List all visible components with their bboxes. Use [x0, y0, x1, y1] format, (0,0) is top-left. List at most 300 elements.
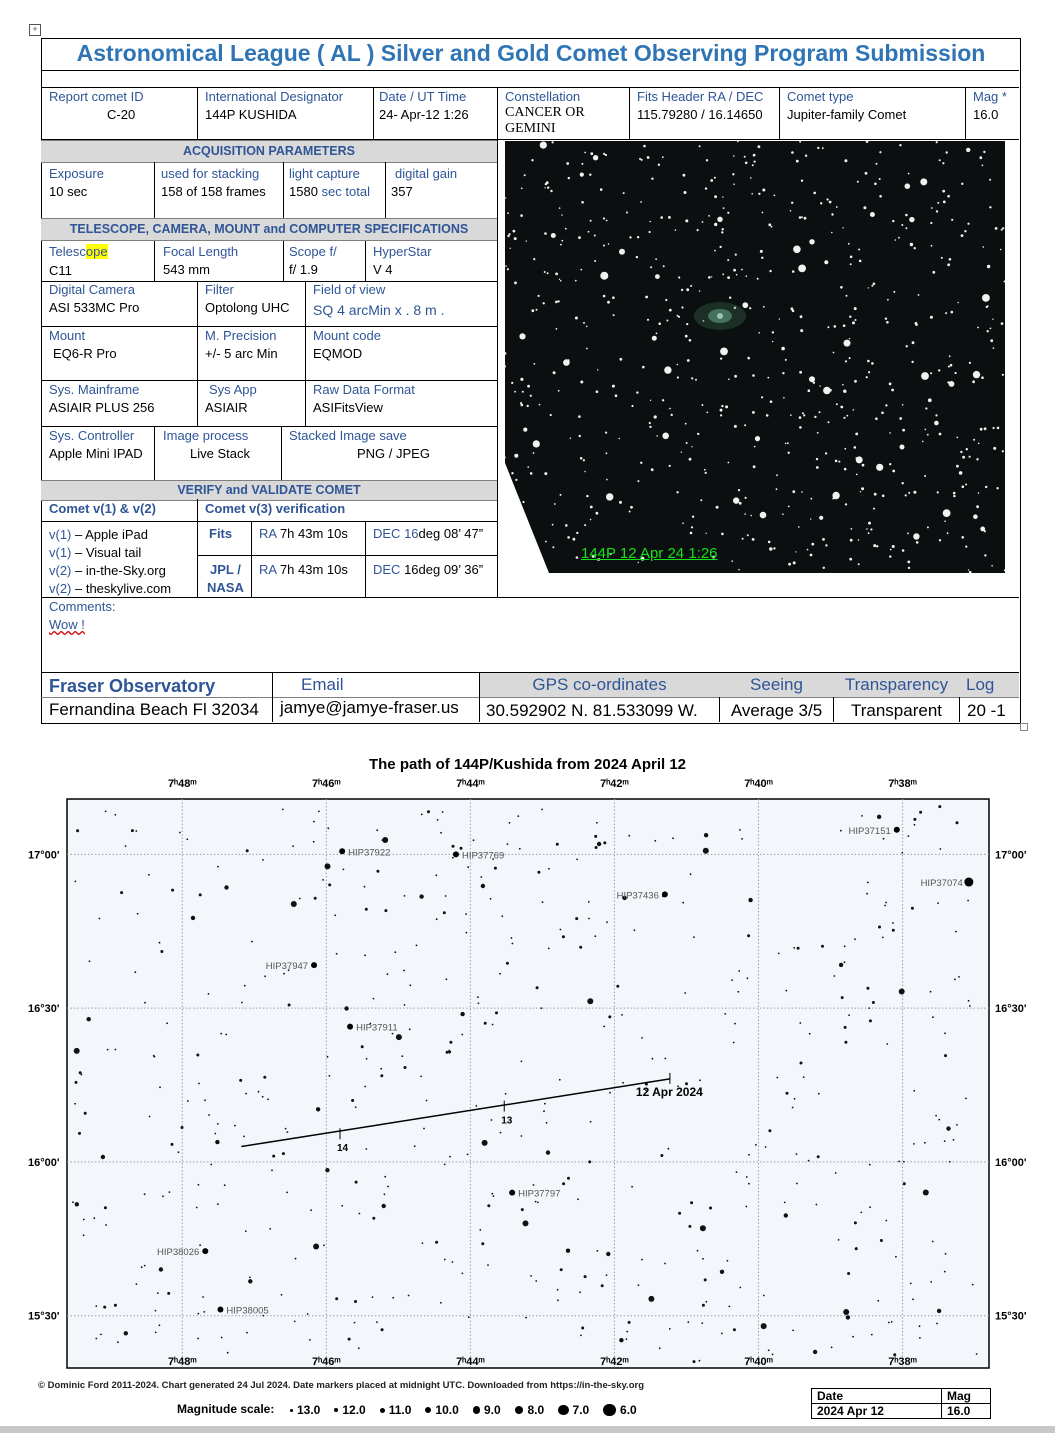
field-star [969, 1005, 971, 1007]
field-star [144, 1265, 146, 1267]
field-star [197, 1313, 199, 1315]
field-star [609, 1092, 611, 1094]
photo-star [584, 152, 586, 154]
photo-star [876, 163, 878, 165]
x-tick-label: 7ʰ46ᵐ [312, 778, 341, 790]
photo-star [852, 321, 855, 324]
photo-star [956, 437, 958, 439]
photo-star [866, 376, 868, 378]
photo-star [959, 471, 963, 475]
photo-star [684, 191, 687, 194]
field-star [444, 1164, 446, 1166]
jpl-ra: RA 7h 43m 10s [259, 562, 348, 577]
photo-star [905, 227, 907, 229]
photo-star [597, 369, 598, 370]
field-star [660, 1154, 663, 1157]
photo-star [905, 494, 907, 496]
photo-star [871, 285, 873, 287]
field-star [626, 1331, 628, 1333]
field-star [440, 832, 442, 834]
field-star [361, 1045, 364, 1048]
field-star [287, 1131, 289, 1133]
photo-star [650, 400, 651, 401]
photo-star [531, 159, 533, 161]
photo-star [596, 512, 599, 515]
field-star [903, 1161, 905, 1163]
field-star [358, 1347, 360, 1349]
field-star [682, 902, 684, 904]
field-star [500, 1132, 502, 1134]
field-star [763, 1295, 765, 1297]
photo-star [845, 503, 847, 505]
photo-star [939, 159, 941, 161]
photo-star [530, 472, 533, 475]
photo-star [827, 198, 829, 200]
field-star [932, 1016, 934, 1018]
photo-star [654, 415, 657, 418]
photo-star [845, 360, 847, 362]
field-star [736, 1171, 738, 1173]
photo-star [991, 565, 993, 567]
photo-star [889, 383, 892, 386]
field-star [114, 1304, 117, 1307]
mag-dot-icon [515, 1406, 524, 1415]
photo-star [697, 433, 699, 435]
field-star [659, 1347, 661, 1349]
field-star [596, 1250, 598, 1252]
mag-scale-item: 6.0 [603, 1403, 636, 1417]
photo-star [727, 276, 730, 279]
camera-label: Digital Camera [49, 282, 135, 297]
field-star [372, 1217, 375, 1220]
field-star [869, 1019, 872, 1022]
photo-star [997, 427, 1000, 430]
photo-star [823, 567, 825, 569]
photo-star [590, 220, 592, 222]
field-star [481, 1242, 484, 1245]
field-star [546, 1150, 550, 1154]
field-star [449, 1041, 452, 1044]
photo-star [669, 309, 672, 312]
photo-star [965, 484, 967, 486]
field-star [533, 1184, 535, 1186]
photo-star [875, 417, 878, 420]
photo-star [704, 469, 706, 471]
photo-star [705, 187, 707, 189]
field-star [885, 1220, 887, 1222]
field-star [409, 984, 411, 986]
field-star [197, 1338, 199, 1340]
photo-star [533, 258, 535, 260]
photo-star [580, 457, 583, 460]
field-star [838, 1239, 840, 1241]
photo-star [612, 385, 615, 388]
field-star [149, 1116, 151, 1118]
field-star [75, 1081, 78, 1084]
photo-star [948, 366, 950, 368]
field-star [956, 821, 959, 824]
field-star [435, 874, 437, 876]
jpl-dec: DEC 16deg 09’ 36” [373, 562, 484, 577]
field-star [738, 970, 740, 972]
field-star [847, 1272, 850, 1275]
photo-star [870, 212, 875, 217]
field-star [478, 1002, 480, 1004]
photo-star [596, 390, 599, 393]
photo-star [522, 501, 524, 503]
photo-star [913, 533, 919, 539]
photo-star [606, 220, 608, 222]
table-anchor-icon[interactable]: + [29, 24, 41, 36]
date-label: Date / UT Time [379, 89, 467, 104]
field-star [976, 1353, 978, 1355]
field-star [728, 1306, 730, 1308]
field-star [462, 1273, 464, 1275]
photo-star [850, 539, 853, 542]
field-star [506, 962, 509, 965]
photo-star [613, 314, 615, 316]
constellation-label: Constellation [505, 89, 581, 104]
photo-star [962, 485, 965, 488]
photo-star [677, 315, 679, 317]
field-star [913, 818, 916, 821]
named-star [509, 1190, 515, 1196]
field-star [467, 866, 469, 868]
photo-star [879, 195, 882, 198]
field-star [648, 1296, 654, 1302]
field-star [427, 810, 430, 813]
table-resize-handle[interactable] [1020, 723, 1028, 731]
field-star [376, 870, 379, 873]
field-star [548, 948, 550, 950]
photo-star [958, 302, 959, 303]
photo-star [586, 326, 588, 328]
photo-star [560, 280, 562, 282]
photo-star [745, 162, 748, 165]
field-star [401, 1055, 403, 1057]
field-star [556, 843, 559, 846]
field-star [594, 935, 596, 937]
photo-star [790, 414, 792, 416]
field-star [224, 885, 228, 889]
mag-table [811, 1388, 991, 1419]
field-star [327, 1056, 329, 1058]
photo-star [891, 389, 894, 392]
field-star [491, 1119, 493, 1121]
photo-star [850, 263, 852, 265]
photo-star [652, 336, 657, 341]
star-label: HIP37436 [616, 890, 659, 902]
field-star [221, 1337, 223, 1339]
field-star [724, 1013, 726, 1015]
field-star [910, 1283, 912, 1285]
field-star [559, 1079, 561, 1081]
photo-star [619, 358, 622, 361]
photo-star [844, 159, 847, 162]
photo-star [873, 508, 875, 510]
photo-star [510, 248, 511, 249]
star-label: HIP37797 [518, 1188, 561, 1200]
photo-star [605, 154, 607, 156]
photo-star [588, 231, 590, 233]
photo-star [531, 309, 534, 312]
photo-star [961, 234, 964, 237]
field-star [878, 926, 881, 929]
photo-star [937, 491, 939, 493]
filter-value: Optolong UHC [205, 300, 290, 315]
photo-star [918, 294, 920, 296]
photo-star [519, 333, 525, 339]
photo-star [567, 536, 570, 539]
photo-star [567, 359, 569, 361]
field-star [403, 970, 405, 972]
email-label: Email [301, 675, 344, 694]
photo-star [746, 275, 748, 277]
comet-photo [505, 141, 1005, 573]
email-value[interactable]: jamye@jamye-fraser.us [280, 698, 459, 717]
photo-star [983, 246, 985, 248]
field-star [246, 849, 249, 852]
source-list [49, 526, 171, 598]
field-star [537, 1202, 539, 1204]
field-star [557, 1299, 559, 1301]
field-star [262, 1096, 264, 1098]
photo-star [719, 246, 721, 248]
photo-star [753, 154, 756, 157]
photo-star [738, 489, 740, 491]
photo-star [686, 323, 688, 325]
field-star [739, 829, 741, 831]
field-star [601, 1284, 604, 1287]
field-star [967, 900, 969, 902]
photo-star [710, 179, 713, 182]
photo-star [982, 165, 984, 167]
named-star [964, 878, 973, 887]
photo-star [589, 174, 591, 176]
field-star [741, 838, 743, 840]
field-star [584, 1275, 587, 1278]
field-star [919, 1325, 921, 1327]
photo-star [816, 466, 819, 469]
gain-label: digital gain [395, 166, 458, 181]
mag-scale-item: 10.0 [425, 1403, 458, 1417]
photo-star [856, 474, 858, 476]
photo-star [911, 361, 913, 363]
field-star [792, 1330, 794, 1332]
photo-caption: 144P 12 Apr 24 1:26 [581, 545, 718, 562]
star-label: HIP37922 [348, 847, 391, 859]
field-star [816, 1204, 818, 1206]
photo-star [514, 282, 517, 285]
photo-star [760, 512, 767, 519]
photo-star [805, 155, 807, 157]
image-process-label: Image process [163, 428, 249, 443]
field-star [501, 915, 503, 917]
field-star [867, 882, 869, 884]
field-star [316, 1107, 320, 1111]
field-star [269, 1228, 271, 1230]
star-label: HIP37911 [356, 1022, 398, 1034]
field-star [334, 914, 336, 916]
photo-star [961, 183, 963, 185]
field-star [784, 1213, 788, 1217]
photo-star [690, 285, 692, 287]
photo-star [969, 362, 971, 364]
field-star [460, 847, 463, 850]
mag-dot-icon [380, 1408, 385, 1413]
controller-label: Sys. Controller [49, 428, 135, 443]
field-star [911, 907, 914, 910]
field-star [923, 1190, 929, 1196]
field-star [198, 1184, 200, 1186]
field-star [765, 1146, 767, 1148]
photo-star [987, 330, 989, 332]
photo-star [799, 426, 802, 429]
photo-star [689, 458, 692, 461]
field-star [449, 1156, 451, 1158]
field-star [292, 845, 294, 847]
field-star [104, 1206, 107, 1209]
photo-star [865, 172, 868, 175]
photo-star [892, 545, 895, 548]
field-star [946, 1126, 950, 1130]
field-star [245, 1093, 247, 1095]
photo-star [798, 265, 806, 273]
field-star [101, 1155, 105, 1159]
field-star [914, 824, 916, 826]
photo-star [943, 201, 946, 204]
field-star [664, 1263, 666, 1265]
photo-star [866, 528, 868, 530]
photo-star [831, 232, 833, 234]
photo-star [658, 164, 660, 166]
seeing-label: Seeing [750, 675, 803, 694]
photo-star [530, 395, 532, 397]
field-star [396, 1034, 402, 1040]
photo-star [799, 216, 802, 219]
x-tick-label: 7ʰ44ᵐ [456, 778, 485, 790]
photo-star [953, 492, 956, 495]
log-value: 20 -1 [967, 701, 1006, 720]
comments-label: Comments: [49, 599, 116, 614]
field-star [264, 975, 266, 977]
photo-star [1002, 374, 1004, 376]
photo-star [816, 458, 818, 460]
photo-star [638, 562, 639, 563]
field-star [120, 891, 123, 894]
field-star [215, 1140, 219, 1144]
photo-star [862, 464, 865, 467]
field-star [521, 1208, 524, 1211]
field-star [373, 998, 375, 1000]
field-star [408, 1295, 410, 1297]
field-star [155, 1310, 157, 1312]
field-star [548, 868, 550, 870]
field-star [196, 1207, 198, 1209]
x-tick-label: 7ʰ38ᵐ [888, 778, 917, 790]
field-star [404, 1004, 406, 1006]
photo-star [854, 307, 857, 310]
light-capture-value: 1580 sec total [289, 184, 370, 199]
photo-star [757, 278, 759, 280]
field-star [631, 1186, 633, 1188]
photo-star [691, 526, 693, 528]
photo-star [976, 458, 978, 460]
photo-star [984, 554, 986, 556]
field-star [382, 837, 388, 843]
photo-star [554, 503, 556, 505]
field-star [886, 1043, 888, 1045]
photo-star [977, 327, 979, 329]
photo-star [558, 390, 560, 392]
photo-star [685, 423, 687, 425]
photo-star [656, 435, 658, 437]
field-star [932, 1241, 934, 1243]
photo-star [664, 366, 671, 373]
mag-dot-icon [425, 1407, 431, 1413]
specs-section-header: TELESCOPE, CAMERA, MOUNT and COMPUTER SPECIFICATIONS [41, 218, 497, 241]
photo-star [890, 549, 892, 551]
photo-star [578, 415, 581, 418]
photo-star [813, 382, 815, 384]
photo-star [538, 295, 540, 297]
date-value: 24- Apr-12 1:26 [379, 107, 469, 122]
star-label: HIP37947 [265, 961, 309, 973]
y-tick-label: 17°00' [28, 849, 60, 862]
field-star [482, 1140, 488, 1146]
field-star [196, 1054, 199, 1057]
photo-star [842, 384, 844, 386]
field-star [93, 1217, 95, 1219]
photo-star [802, 412, 804, 414]
field-star [365, 1148, 367, 1150]
photo-star [949, 355, 951, 357]
field-star [217, 1123, 219, 1125]
photo-star [649, 422, 651, 424]
field-star [562, 935, 565, 938]
field-star [809, 1033, 811, 1035]
field-star [217, 1203, 219, 1205]
photo-star [520, 214, 523, 217]
field-star [799, 1022, 801, 1024]
photo-star [993, 427, 995, 429]
photo-star [583, 459, 585, 461]
photo-star [986, 306, 988, 308]
mag-scale-item: 13.0 [290, 1403, 320, 1417]
photo-star [705, 472, 707, 474]
field-star [437, 819, 439, 821]
photo-star [734, 375, 737, 378]
field-star [596, 822, 598, 824]
field-star [234, 1125, 236, 1127]
field-star [854, 938, 856, 940]
photo-star [565, 228, 567, 230]
field-star [202, 1296, 204, 1298]
field-star [99, 918, 101, 920]
photo-star [608, 243, 610, 245]
field-star [709, 1207, 712, 1210]
photo-star [964, 230, 966, 232]
photo-star [769, 547, 772, 550]
field-star [394, 951, 396, 953]
photo-star [521, 188, 523, 190]
fov-value: SQ 4 arcMin x . 8 m . [313, 302, 445, 318]
photo-star [962, 456, 965, 459]
stacking-value: 158 of 158 frames [161, 184, 266, 199]
photo-star [511, 472, 513, 474]
photo-star [892, 220, 894, 222]
field-star [103, 1306, 106, 1309]
